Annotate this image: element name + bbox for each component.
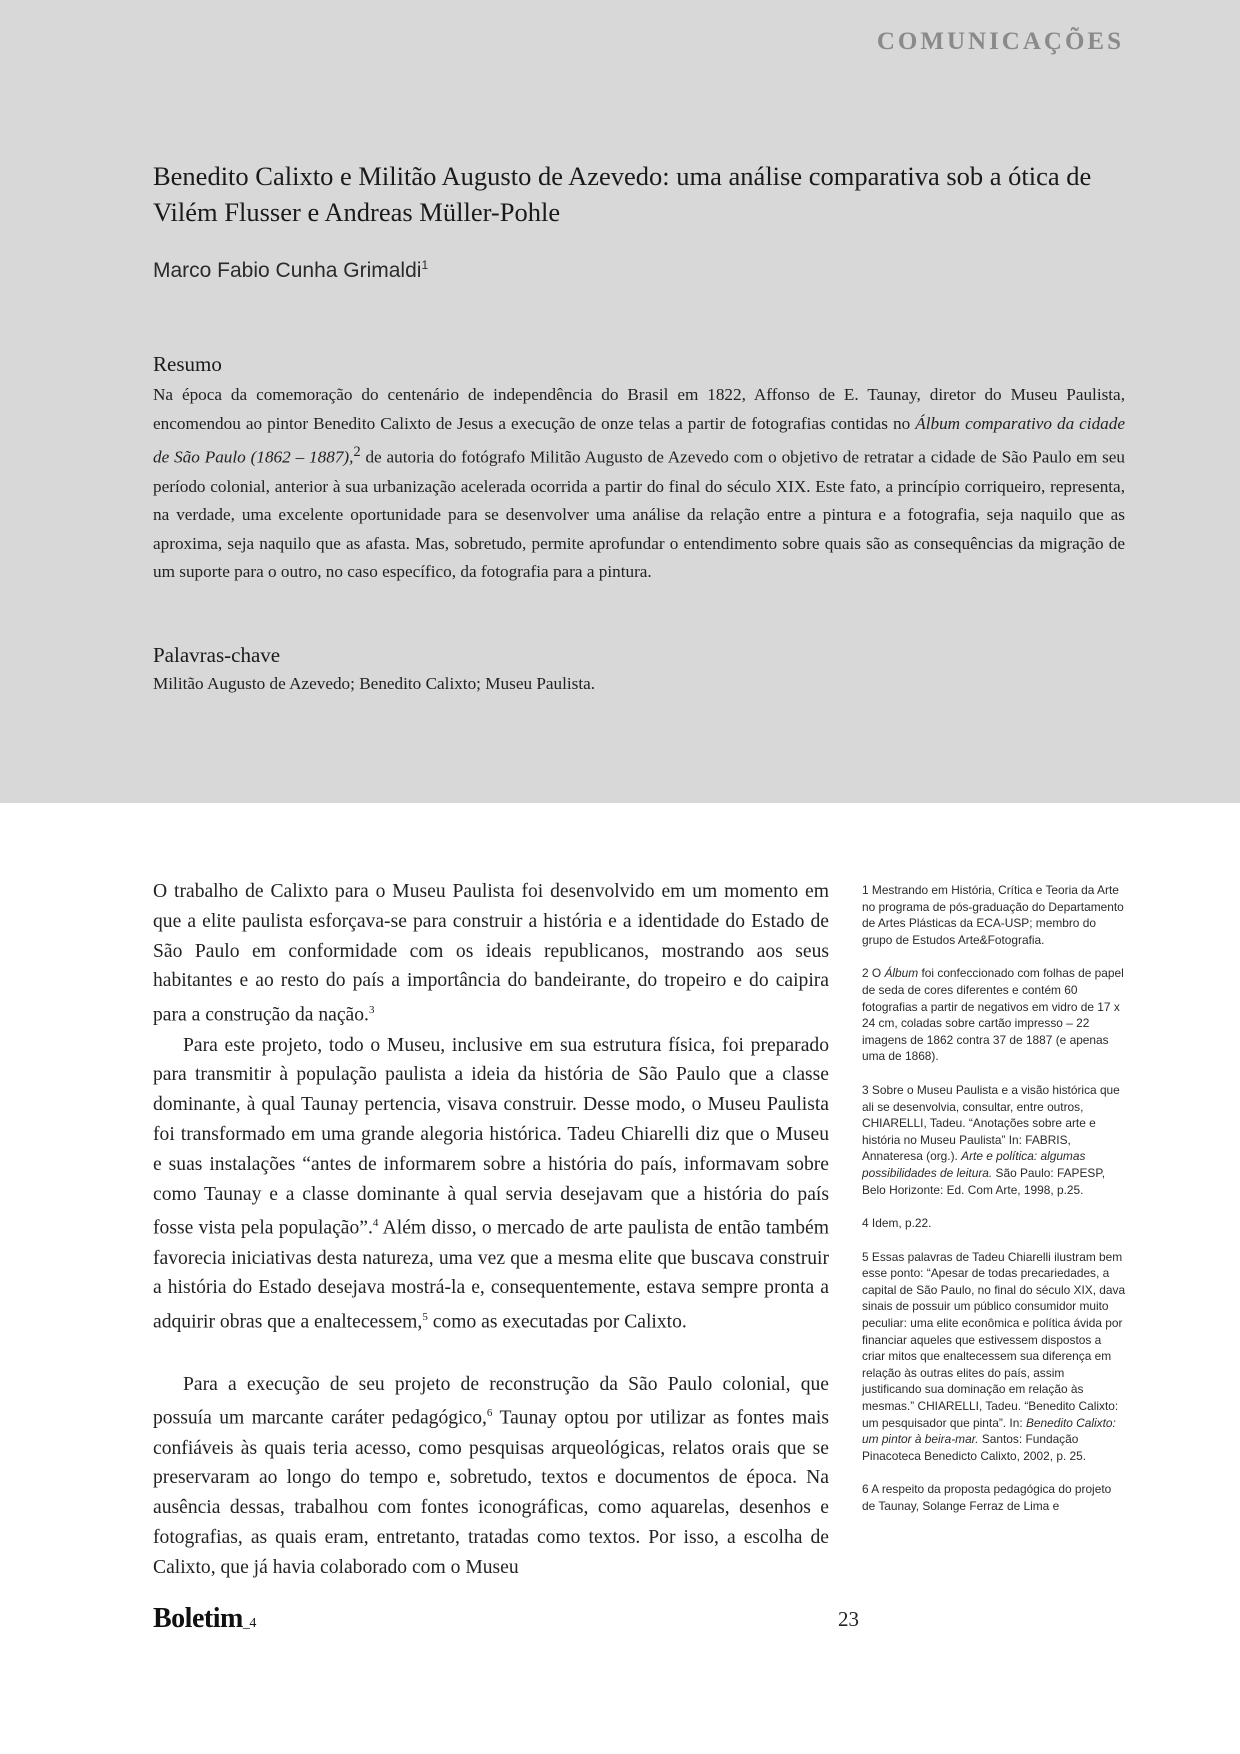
p1-text: O trabalho de Calixto para o Museu Paulista foi desenvolvido em um momento em que a elite paulista esforçava-se para construir a história e a identidade do Estado de São Paulo em conformidade com os ideais republicanos, mostrando aos seus habitantes e ao resto do país a importância do bandeirante, do tropeiro e do caipira para a construção da nação. [153, 881, 829, 1026]
footnote-4: 4 Idem, p.22. [862, 1216, 932, 1231]
footnote-3 [862, 1082, 1127, 1198]
body-paragraph-1 [153, 877, 829, 1031]
footnote-ref-3[interactable]: 3 [368, 1004, 375, 1017]
author-name: Marco Fabio Cunha Grimaldi [153, 259, 422, 282]
article-title: Benedito Calixto e Militão Augusto de Azevedo: uma análise comparativa sob a ótica de Vilém Flusser e Andreas Müller-Pohle [153, 161, 1092, 227]
p3-text-a: Para a execução de seu projeto de reconstrução da São Paulo colonial, que possuía um marcante caráter pedagógico, [153, 1373, 829, 1429]
footnote-ref-4[interactable]: 4 [372, 1217, 379, 1230]
album-title: Álbum comparativo da cidade de São Paulo (1862 – 1887), [153, 413, 1125, 467]
footnote-5 [862, 1249, 1127, 1465]
abstract-text [153, 381, 1125, 587]
journal-issue: _4 [242, 1616, 256, 1631]
section-label: COMUNICAÇÕES [876, 28, 1124, 55]
fn3-text-b: São Paulo: FAPESP, Belo Horizonte: Ed. Com Arte, 1998, p.25. [862, 1165, 1106, 1197]
fn3-italic: Arte e política: algumas possibilidades de leitura. [862, 1149, 1086, 1180]
fn3-text-a: 3 Sobre o Museu Paulista e a visão histórica que ali se desenvolvia, consultar, entre outros, CHIARELLI, Tadeu. “Anotações sobre arte e história no Museu Paulista” In: FABRIS, Annateresa (org.). [862, 1082, 1120, 1164]
fn2-text-a: 2 O [862, 966, 885, 981]
journal-title: Boletim [153, 1603, 243, 1634]
fn2-text-b: foi confeccionado com folhas de papel de seda de cores diferentes e contém 60 fotografias a partir de negativos em vidro de 17 x 24 cm, coladas sobre cartão impresso – 22 imagens de 1862 contra 37 de 1887 (e apenas uma de 1868). [862, 966, 1124, 1064]
journal-name [153, 1603, 256, 1635]
fn2-italic: Álbum [884, 966, 919, 981]
body-paragraph-2 [153, 1031, 829, 1338]
footnote-ref-6[interactable]: 6 [486, 1407, 493, 1420]
footnote-ref-5[interactable]: 5 [422, 1311, 428, 1324]
abstract-heading: Resumo [153, 352, 222, 376]
body-paragraph-3 [153, 1370, 829, 1583]
abstract-part2: de autoria do fotógrafo Militão Augusto de Azevedo com o objetivo de retratar a cidade de São Paulo em seu período colonial, anterior à sua urbanização acelerada ocorrida a partir do final do século XIX. Este fato, a princípio corriqueiro, representa, na verdade, uma excelente oportunidade para se desenvolver uma análise da relação entre a pintura e a fotografia, seja naquilo que as aproxima, seja naquilo que as afasta. Mas, sobretudo, permite aprofundar o entendimento sobre quais são as consequências da migração de um suporte para o outro, no caso específico, da fotografia para a pintura. [153, 447, 1125, 582]
fn5-text-a: 5 Essas palavras de Tadeu Chiarelli ilustram bem esse ponto: “Apesar de todas precariedades, a capital de São Paulo, no final do século XIX, dava sinais de possuir um público consumidor muito peculiar: uma elite econômica e política ávida por financiar aqueles que estivessem dispostos a criar mitos que enaltecessem sua diferença em relação às outras elites do país, assim justificando sua dominação em relação às mesmas.” CHIARELLI, Tadeu. “Benedito Calixto: um pesquisador que pinta”. In: [862, 1249, 1126, 1430]
footnote-2 [862, 965, 1127, 1065]
p2-text-b: Além disso, o mercado de arte paulista de então também favorecia iniciativas desta natureza, uma vez que a mesma elite que buscava construir a história do Estado desejava mostrá-la e, consequentemente, estava sempre pronta a adquirir obras que a enaltecessem, [153, 1217, 829, 1333]
fn5-text-b: Santos: Fundação Pinacoteca Benedicto Calixto, 2002, p. 25. [862, 1432, 1087, 1463]
abstract-part1: Na época da comemoração do centenário de independência do Brasil em 1822, Affonso de E. Taunay, diretor do Museu Paulista, encomendou ao pintor Benedito Calixto de Jesus a execução de onze telas a partir de fotografias contidas no [153, 385, 1125, 433]
p2-text-c: como as executadas por Calixto. [427, 1311, 687, 1333]
fn5-italic: Benedito Calixto: um pintor à beira-mar. [862, 1415, 1116, 1447]
body-column [153, 877, 829, 1583]
author-note-ref[interactable]: 1 [421, 258, 429, 272]
author-line [153, 258, 428, 283]
footnote-6: 6 A respeito da proposta pedagógica do projeto de Taunay, Solange Ferraz de Lima e [862, 1482, 1112, 1513]
p2-text-a: Para este projeto, todo o Museu, inclusive em sua estrutura física, foi preparado para transmitir à população paulista a ideia da história de São Paulo que a classe dominante, à qual Taunay pertencia, visava construir. Desse modo, o Museu Paulista foi transformado em uma grande alegoria histórica. Tadeu Chiarelli diz que o Museu e suas instalações “antes de informarem sobre a história do país, informavam sobre como Taunay e a classe dominante à qual servia desejavam que a história do país fosse vista pela população”. [153, 1034, 829, 1239]
abstract-note-ref[interactable]: 2 [353, 444, 361, 461]
abstract-band [0, 0, 1240, 803]
footnotes-column [862, 882, 1127, 1532]
keywords-heading: Palavras-chave [153, 643, 281, 667]
page-number: 23 [838, 1607, 859, 1631]
p3-text-b: Taunay optou por utilizar as fontes mais confiáveis às quais teria acesso, como pesquisas arqueológicas, relatos orais que se preservaram ao longo do tempo e, sobretudo, textos e documentos de época. Na ausência dessas, trabalhou com fontes iconográficas, como aquarelas, desenhos e fotografias, as quais eram, entretanto, tratadas como textos. Por isso, a escolha de Calixto, que já havia colaborado com o Museu [153, 1407, 829, 1578]
footnote-1: 1 Mestrando em História, Crítica e Teoria da Arte no programa de pós-graduação do Departamento de Artes Plásticas da ECA-USP; membro do grupo de Estudos Arte&Fotografia. [862, 883, 1124, 947]
keywords-text: Militão Augusto de Azevedo; Benedito Calixto; Museu Paulista. [153, 674, 596, 693]
